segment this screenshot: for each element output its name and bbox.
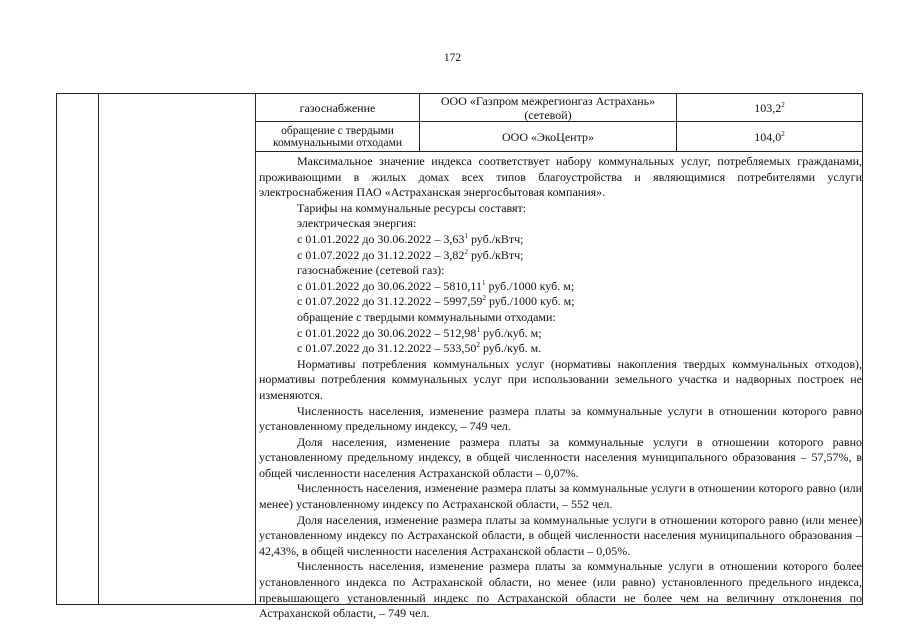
value-waste-number: 104,0 [754, 129, 782, 144]
gas-tariff-h1 [259, 279, 862, 295]
tariff-text: с 01.07.2022 до 31.12.2022 – 5997,59 [297, 294, 483, 309]
table-cell-provider [420, 122, 676, 151]
tariff-text: с 01.07.2022 до 31.12.2022 – 3,82 [297, 247, 465, 262]
table-cell-service [256, 94, 419, 121]
paragraph-max-index: Максимальное значение индекса соответствует набору коммунальных услуг, потребляемых гражданами, проживающими в жилых домах всех типов благоустройства и являющимися потребителями услуги электроснабжения ПАО «Астраханская энергосбытовая компания». [259, 154, 862, 200]
merged-cell-text [259, 154, 862, 622]
value-gas-footnote: 2 [781, 100, 785, 109]
waste-tariff-h1 [259, 326, 862, 342]
table-right-border [862, 93, 863, 605]
footnote-mark: 1 [476, 325, 480, 334]
value-waste-footnote: 2 [781, 129, 785, 138]
waste-tariff-h2 [259, 341, 862, 357]
footnote-mark: 1 [482, 278, 486, 287]
provider-gas-line1: ООО «Газпром межрегионгаз Астрахань» [440, 93, 656, 108]
provider-waste: ООО «ЭкоЦентр» [502, 129, 594, 144]
tariff-text: с 01.01.2022 до 30.06.2022 – 5810,11 [297, 278, 482, 293]
gas-tariff-h2 [259, 294, 862, 310]
service-gas: газоснабжение [299, 100, 376, 115]
tariff-unit: руб./куб. м. [479, 341, 542, 356]
table-cell-value [677, 122, 862, 151]
footnote-mark: 2 [476, 341, 480, 350]
gas-label: газоснабжение (сетевой газ): [297, 263, 445, 278]
tariff-unit: руб./кВтч; [467, 231, 524, 246]
table-row-divider [255, 151, 862, 152]
tariff-text: с 01.01.2022 до 30.06.2022 – 3,63 [297, 231, 465, 246]
footnote-mark: 1 [464, 231, 468, 240]
tariff-unit: руб./кВтч; [467, 247, 524, 262]
paragraph-share-le-region: Доля населения, изменение размера платы за коммунальные услуги в отношении которого равно (или менее) установленному индексу по Астраханской области, в общей численности населения муниципального образования – 42,43%, в общей численности населения Астраханской области – 0,05%. [259, 512, 862, 558]
table-cell-service [256, 122, 419, 151]
table-cell-value [677, 94, 862, 121]
footnote-mark: 2 [482, 294, 486, 303]
table-column-divider [255, 93, 256, 605]
table-column-divider [98, 93, 99, 605]
paragraph-count-le-region: Численность населения, изменение размера платы за коммунальные услуги в отношении которого равно (или менее) установленному индексу по Астраханской области, – 552 чел. [259, 481, 862, 512]
tariff-unit: руб./1000 куб. м; [485, 294, 575, 309]
table-left-border [56, 93, 57, 605]
value-gas [754, 101, 785, 115]
tariff-text: с 01.01.2022 до 30.06.2022 – 512,98 [297, 325, 477, 340]
waste-label: обращение с твердыми коммунальными отходами: [297, 309, 556, 324]
value-waste [754, 130, 785, 144]
electricity-label: электрическая энергия: [297, 216, 417, 231]
paragraph-count-above-region: Численность населения, изменение размера платы за коммунальные услуги в отношении которого более установленного индекса по Астраханской области, но менее (или равно) установленного предельного индекса, превышающего установленный индекс по Астраханской области не более чем на величину отклонения по Астраханской области, – 749 чел. [259, 559, 862, 621]
tariff-unit: руб./1000 куб. м; [485, 278, 575, 293]
value-gas-number: 103,2 [754, 100, 782, 115]
paragraph-count-equal: Численность населения, изменение размера платы за коммунальные услуги в отношении которого равно установленному предельному индексу, – 749 чел. [259, 403, 862, 434]
tariff-text: с 01.07.2022 до 31.12.2022 – 533,50 [297, 341, 477, 356]
provider-gas-line2: (сетевой) [524, 107, 572, 122]
service-waste-line1: обращение с твердыми [281, 124, 394, 137]
electricity-tariff-h2 [259, 248, 862, 264]
footnote-mark: 2 [464, 247, 468, 256]
tariffs-intro: Тарифы на коммунальные ресурсы составят: [297, 200, 527, 215]
electricity-tariff-h1 [259, 232, 862, 248]
paragraph-share-equal: Доля населения, изменение размера платы за коммунальные услуги в отношении которого равно установленному предельному индексу, в общей численности населения муниципального образования – 57,57%, в общей численности населения Астраханской области – 0,07%. [259, 434, 862, 480]
paragraph-norms: Нормативы потребления коммунальных услуг (нормативы накопления твердых коммунальных отходов), нормативы потребления коммунальных услуг при использовании земельного участка и надворных построек не изменяются. [259, 356, 862, 402]
page-number: 172 [443, 52, 462, 64]
service-waste-line2: коммунальными отходами [272, 136, 403, 149]
table-cell-provider [420, 94, 676, 121]
tariff-unit: руб./куб. м; [479, 325, 542, 340]
